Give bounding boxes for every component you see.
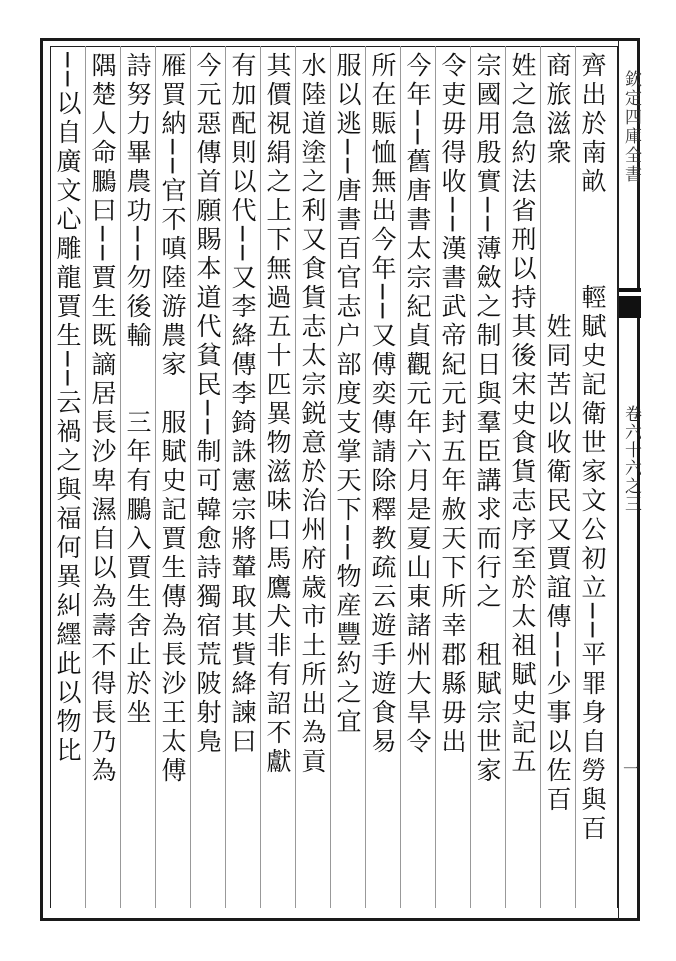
text-column: 宗國用殷實──薄斂之制日與羣臣講求而行之 租賦宗世家 bbox=[473, 52, 502, 787]
text-column: 姓之急約法省刑以持其後宋史食貨志序至於太祖賦史記五 bbox=[508, 52, 537, 777]
text-column: 服以逃──唐書百官志户部度支掌天下──物産豐約之宜 bbox=[333, 52, 362, 738]
page-number: 一 bbox=[619, 760, 639, 777]
column-rule bbox=[295, 46, 296, 908]
column-rule bbox=[575, 46, 576, 908]
column-rule bbox=[85, 46, 86, 908]
column-rule bbox=[260, 46, 261, 908]
text-column: 詩努力畢農功──勿後輸 三年有鵩入賈生舍止於坐 bbox=[123, 52, 152, 729]
text-column: 今年──舊唐書太宗紀貞觀元年六月是夏山東諸州大旱令 bbox=[403, 52, 432, 758]
text-column: 隅楚人命鵩曰──賈生既謫居長沙卑濕自以為壽不得長乃為 bbox=[88, 52, 117, 787]
text-column: 令吏毋得收──漢書武帝紀元封五年赦天下所幸郡縣毋出 bbox=[438, 52, 467, 758]
column-rule bbox=[120, 46, 121, 908]
volume-label: 卷六十六之三 bbox=[621, 405, 641, 513]
text-column: 齊出於南畝 輕賦史記衛世家文公初立──平罪身自勞與百 bbox=[578, 52, 607, 845]
column-rule bbox=[190, 46, 191, 908]
text-column: 有加配則以代──又李絳傳李錡誅憲宗將輦取其貲絳諫曰 bbox=[228, 52, 257, 758]
column-rule bbox=[365, 46, 366, 908]
column-rule bbox=[470, 46, 471, 908]
text-column: 商旅滋衆 姓同苦以收衛民又賈誼傳──少事以佐百 bbox=[543, 52, 572, 816]
text-column: 水陸道塗之利又食貨志太宗鋭意於治州府歳市土所出為貢 bbox=[298, 52, 327, 777]
text-column: 所在賑恤無出今年──又傅奕傳請除釋教疏云遊手遊食易 bbox=[368, 52, 397, 758]
text-column: 其價視絹之上下無過五十匹異物滋味口馬鷹犬非有詔不獻 bbox=[263, 52, 292, 777]
fishtail-line bbox=[619, 292, 641, 296]
text-column: ──以自廣文心雕龍賈生──云禍之與福何異糾纆此以物比 bbox=[53, 52, 82, 767]
column-rule bbox=[540, 46, 541, 908]
text-column: 雁買納──官不嗔陸游農家 服賦史記賈生傳為長沙王太傅 bbox=[158, 52, 187, 787]
column-rule bbox=[400, 46, 401, 908]
column-rule bbox=[225, 46, 226, 908]
column-rule bbox=[505, 46, 506, 908]
column-rule bbox=[330, 46, 331, 908]
column-rule bbox=[155, 46, 156, 908]
book-title: 欽定四庫全書 bbox=[621, 70, 641, 184]
column-rule bbox=[435, 46, 436, 908]
text-column: 今元惡傳首願賜本道代貧民──制可韓愈詩獨宿荒陂射鳬 bbox=[193, 52, 222, 758]
